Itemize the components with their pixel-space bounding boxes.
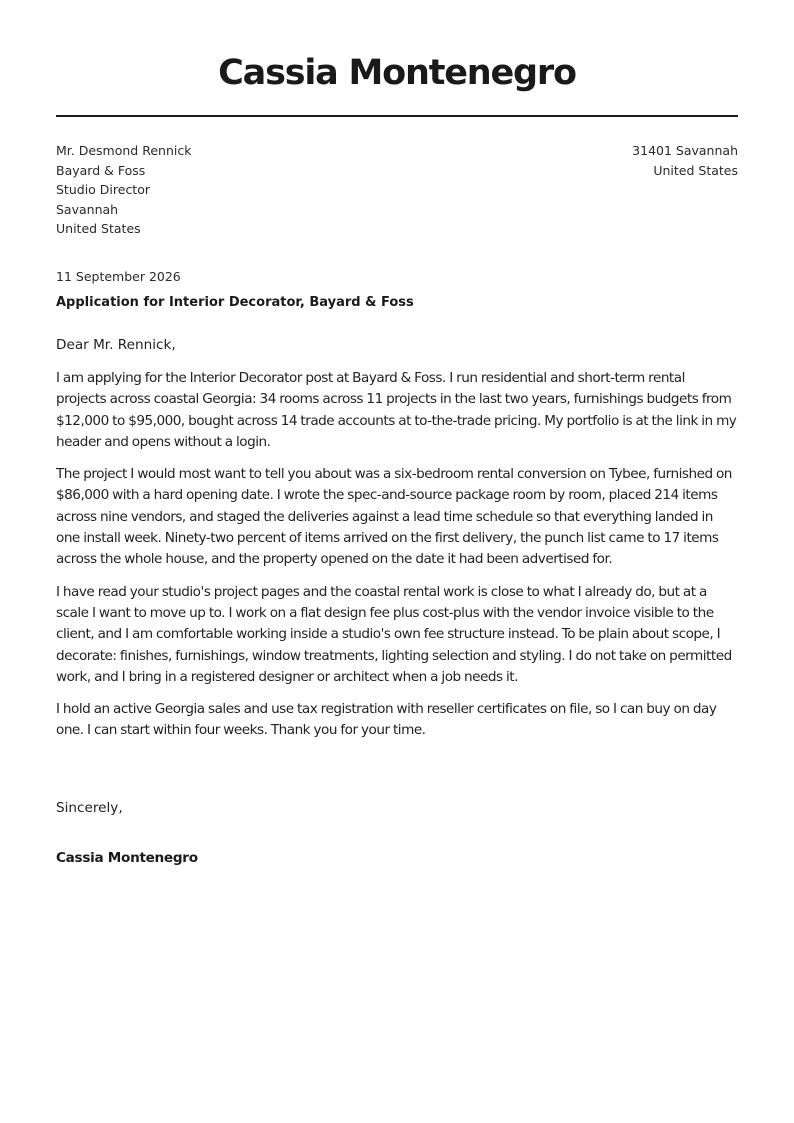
applicant-name-heading: Cassia Montenegro <box>218 53 576 93</box>
body-paragraph: The project I would most want to tell you about was a six-bedroom rental conversion on Tybee, furnished on $86,000 with a hard opening date. I wrote the spec-and-source package room by room, placed 214 items across nine vendors, and staged the deliveries against a lead time schedule so that everything landed in one install week. Ninety-two percent of items arrived on the first delivery, the punch list came to 17 items across the whole house, and the property opened on the date it had been advertised for. <box>56 466 732 568</box>
header-divider <box>56 115 738 117</box>
body-paragraph: I am applying for the Interior Decorator post at Bayard & Foss. I run residential and short-term rental projects across coastal Georgia: 34 rooms across 11 projects in the last two years, furnishings budgets from $12,000 to $95,000, bought across 14 trade accounts at to-the-trade pricing. My portfolio is at the link in my header and opens without a login. <box>56 370 737 450</box>
sender-postal-city: 31401 Savannah <box>632 143 738 158</box>
letter-body <box>56 368 738 753</box>
recipient-city: Savannah <box>56 201 119 217</box>
recipient-title: Studio Director <box>56 182 151 198</box>
recipient-company: Bayard & Foss <box>56 162 146 178</box>
signature-name: Cassia Montenegro <box>56 850 198 866</box>
recipient-country: United States <box>56 221 141 237</box>
body-paragraph: I hold an active Georgia sales and use tax registration with reseller certificates on file, so I can buy on day one. I can start within four weeks. Thank you for your time. <box>56 701 717 739</box>
letter-subject: Application for Interior Decorator, Bayard & Foss <box>56 295 414 310</box>
letter-date: 11 September 2026 <box>56 269 181 284</box>
closing: Sincerely, <box>56 800 123 816</box>
body-paragraph: I have read your studio's project pages and the coastal rental work is close to what I already do, but at a scale I want to move up to. I work on a flat design fee plus cost-plus with the vendor invoice visible to the client, and I am comfortable working inside a studio's own fee structure instead. To be plain about scope, I decorate: finishes, furnishings, window treatments, lighting selection and styling. I do not take on permitted work, and I bring in a registered designer or architect when a job needs it. <box>56 583 732 685</box>
recipient-address-block <box>56 141 191 239</box>
salutation: Dear Mr. Rennick, <box>56 337 176 353</box>
cover-letter-page <box>56 0 738 1123</box>
sender-country: United States <box>653 162 738 178</box>
sender-address-block <box>632 141 738 180</box>
recipient-name: Mr. Desmond Rennick <box>56 143 192 158</box>
